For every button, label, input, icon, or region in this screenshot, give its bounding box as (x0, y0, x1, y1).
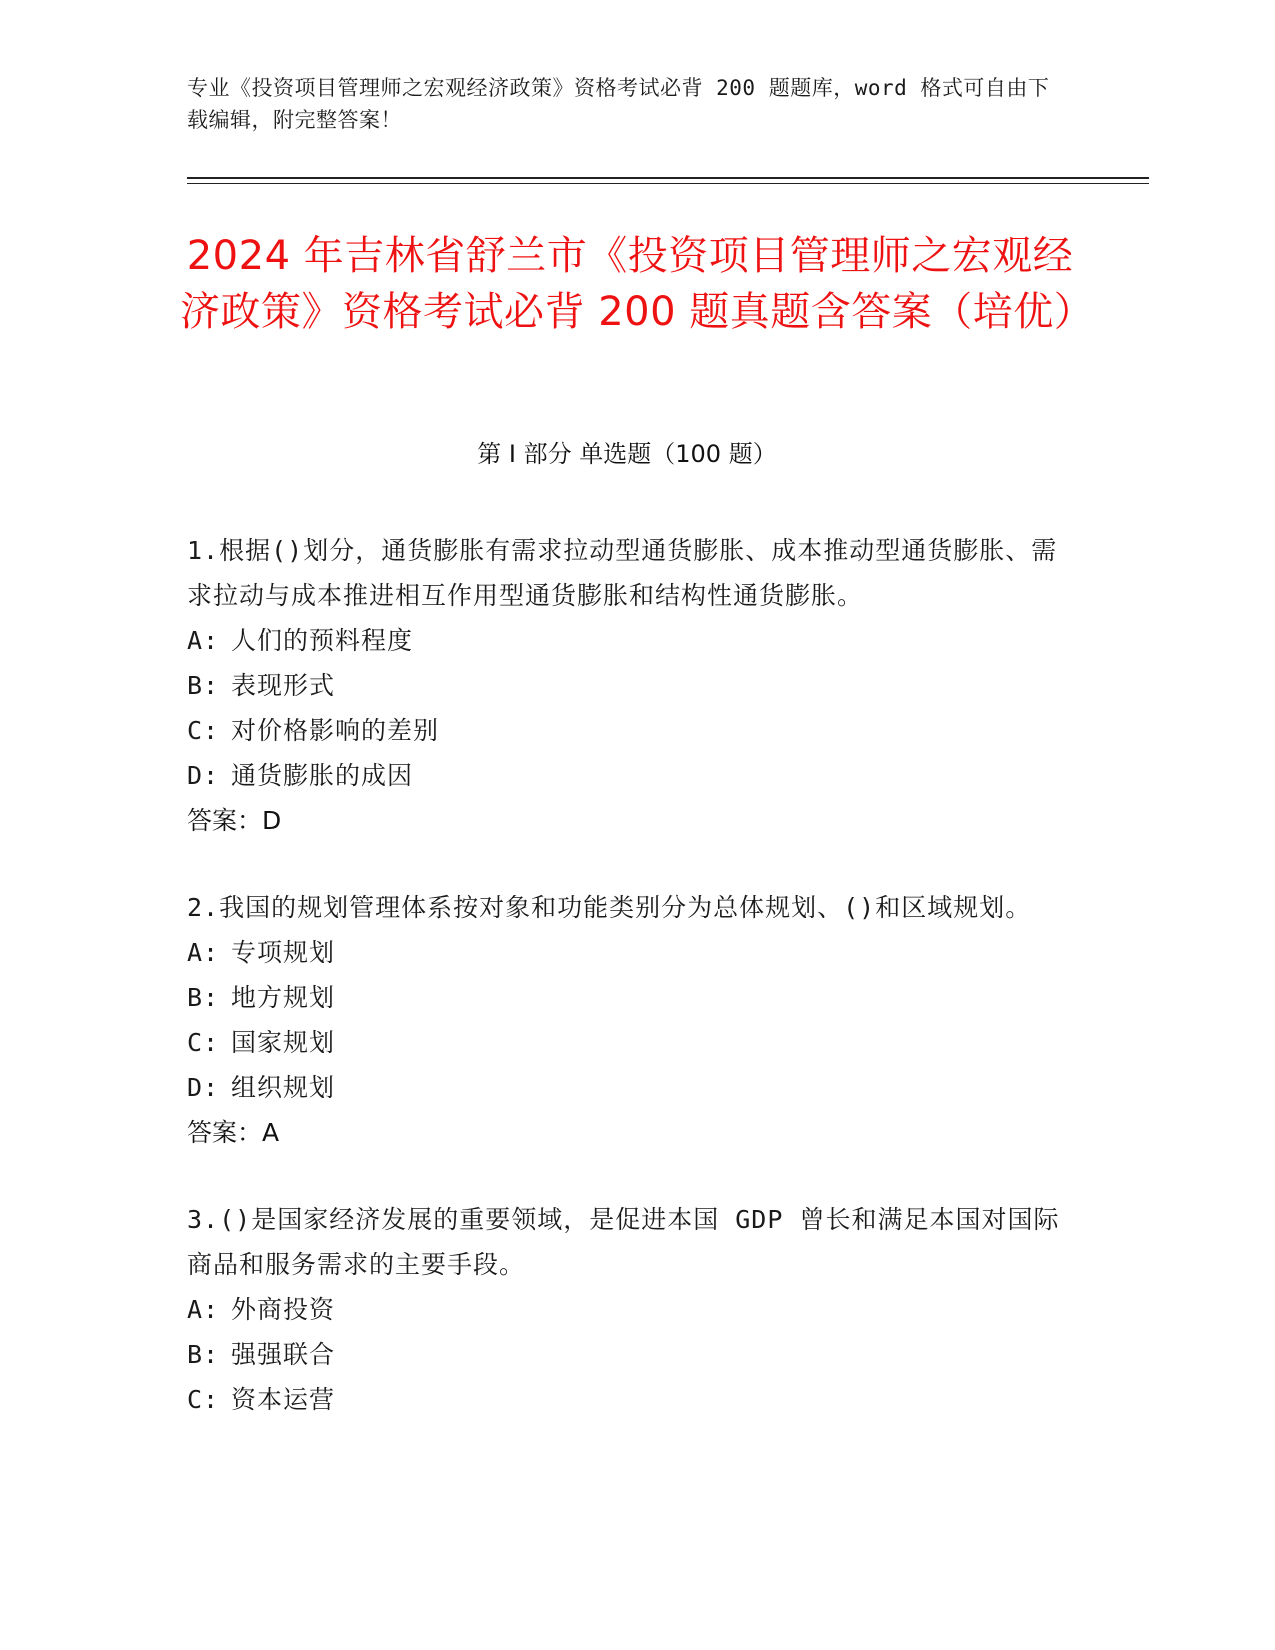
question-1 (187, 528, 1067, 843)
option-b (187, 975, 1067, 1020)
option-letter: B: (187, 1340, 220, 1369)
option-c (187, 1020, 1067, 1065)
option-b (187, 663, 1067, 708)
option-letter: B: (187, 983, 220, 1012)
option-text: 组织规划 (231, 1073, 336, 1102)
option-letter: A: (187, 1295, 220, 1324)
question-stem: 3.()是国家经济发展的重要领域，是促进本国 GDP 曾长和满足本国对国际商品和服务需求的主要手段。 (187, 1205, 1060, 1279)
option-a (187, 618, 1067, 663)
option-text: 外商投资 (231, 1295, 336, 1324)
option-text: 表现形式 (231, 671, 336, 700)
option-c (187, 708, 1067, 753)
header-rule-thick (187, 177, 1149, 179)
question-stem: 2.我国的规划管理体系按对象和功能类别分为总体规划、()和区域规划。 (187, 893, 1032, 922)
option-text: 人们的预料程度 (231, 626, 414, 655)
question-3 (187, 1197, 1067, 1422)
option-text: 地方规划 (231, 983, 336, 1012)
option-c (187, 1377, 1067, 1422)
option-a (187, 930, 1067, 975)
header-rule-thin (187, 183, 1149, 184)
option-letter: B: (187, 671, 220, 700)
option-letter: A: (187, 626, 220, 655)
question-stem: 1.根据()划分，通货膨胀有需求拉动型通货膨胀、成本推动型通货膨胀、需求拉动与成本推进相互作用型通货膨胀和结构性通货膨胀。 (187, 536, 1058, 610)
option-text: 通货膨胀的成因 (231, 761, 414, 790)
option-text: 专项规划 (231, 938, 336, 967)
question-list (187, 528, 1067, 1464)
option-text: 对价格影响的差别 (231, 716, 440, 745)
option-b (187, 1332, 1067, 1377)
option-text: 强强联合 (231, 1340, 336, 1369)
option-text: 资本运营 (231, 1385, 336, 1414)
answer: 答案：D (187, 806, 282, 835)
header-note: 专业《投资项目管理师之宏观经济政策》资格考试必背 200 题题库，word 格式可自由下载编辑，附完整答案！ (187, 76, 1050, 132)
document-title: 2024 年吉林省舒兰市《投资项目管理师之宏观经济政策》资格考试必背 200 题真题含答案（培优） (180, 233, 1095, 335)
option-letter: C: (187, 716, 220, 745)
option-d (187, 1065, 1067, 1110)
option-letter: C: (187, 1028, 220, 1057)
option-text: 国家规划 (231, 1028, 336, 1057)
option-letter: D: (187, 761, 220, 790)
option-a (187, 1287, 1067, 1332)
section-title: 第 I 部分 单选题（100 题） (477, 440, 777, 468)
answer: 答案：A (187, 1118, 280, 1147)
option-d (187, 753, 1067, 798)
option-letter: C: (187, 1385, 220, 1414)
option-letter: A: (187, 938, 220, 967)
option-letter: D: (187, 1073, 220, 1102)
question-2 (187, 885, 1067, 1155)
